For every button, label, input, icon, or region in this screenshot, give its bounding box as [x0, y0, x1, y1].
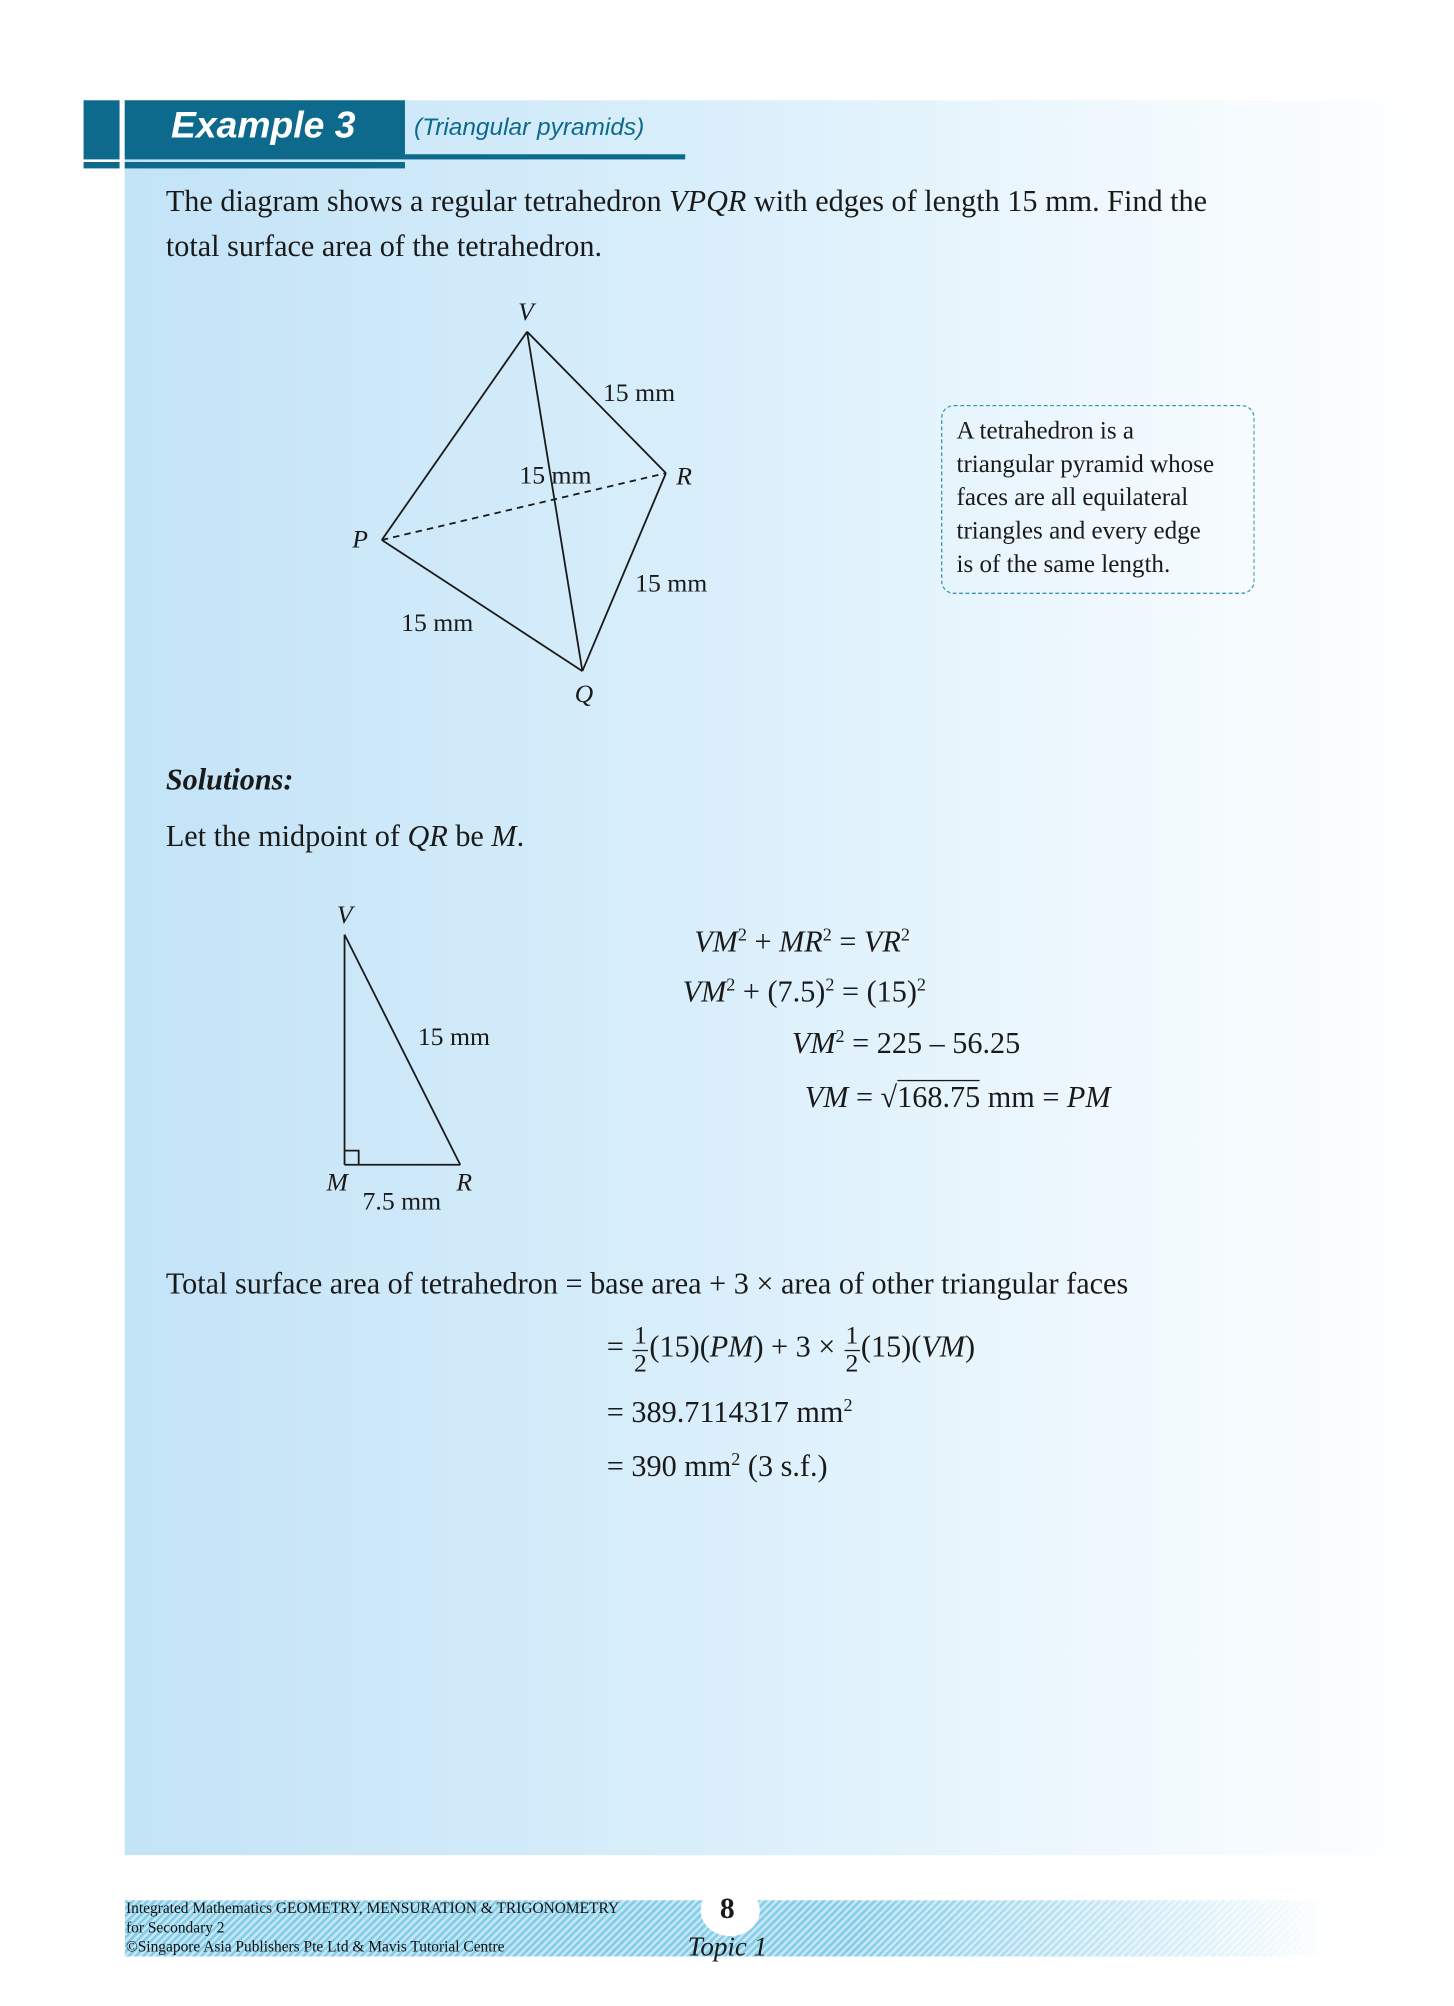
text: with edges of length 15 mm. Find the: [746, 185, 1208, 219]
question-line-2: total surface area of the tetrahedron.: [165, 230, 603, 264]
tetrahedron-name: VPQR: [669, 185, 747, 219]
note-line: A tetrahedron is a: [956, 417, 1135, 445]
example-title: Example 3: [170, 105, 356, 147]
equation-4: [804, 1081, 1111, 1115]
exp: 2: [825, 975, 835, 996]
op: + (7.5): [735, 975, 826, 1010]
info-note-box: [941, 405, 1255, 594]
edge-label: 15 mm: [519, 461, 592, 490]
topic-label: Topic 1: [687, 1930, 768, 1962]
var: VM: [921, 1330, 965, 1365]
var: MR: [779, 925, 823, 960]
equation-2: [682, 975, 926, 1010]
var: QR: [407, 820, 448, 854]
total-area-answer: [606, 1449, 828, 1484]
vertex-label-q: Q: [574, 680, 594, 709]
exp: 2: [731, 1449, 741, 1471]
equation-1: [694, 925, 910, 960]
page-number: 8: [719, 1892, 735, 1925]
right-angle-mark: [345, 1151, 359, 1165]
exp: 2: [843, 1395, 853, 1417]
var: VM: [682, 975, 727, 1010]
exp: 2: [835, 1026, 845, 1048]
op: mm =: [980, 1081, 1067, 1115]
example-subtitle: (Triangular pyramids): [413, 114, 645, 142]
note-line: is of the same length.: [956, 551, 1171, 579]
numerator: 1: [633, 1321, 647, 1350]
triangle-label-r: R: [456, 1168, 473, 1197]
note-line: faces are all equilateral: [956, 484, 1189, 512]
edge-vp: [382, 332, 527, 540]
exp: 2: [737, 925, 747, 946]
denominator: 2: [845, 1349, 859, 1378]
text: .: [516, 820, 525, 854]
text: (3 s.f.): [740, 1450, 828, 1484]
op: =: [606, 1330, 632, 1365]
text: The diagram shows a regular tetrahedron: [165, 185, 670, 219]
total-area-step-1: [607, 1319, 975, 1376]
value: = 390 mm: [606, 1450, 732, 1484]
exp: 2: [916, 975, 926, 996]
var: VM: [694, 925, 738, 960]
total-area-step-2: [606, 1395, 853, 1430]
op: +: [746, 925, 780, 960]
edge-label: 15 mm: [602, 379, 676, 408]
base-label: 7.5 mm: [362, 1187, 442, 1217]
vertex-label-p: P: [352, 525, 368, 555]
text: be: [447, 820, 492, 854]
var: M: [491, 820, 517, 854]
exp: 2: [900, 925, 910, 946]
edge-label: 15 mm: [401, 609, 474, 638]
midpoint-statement: [165, 820, 525, 854]
footer-copyright: ©Singapore Asia Publishers Pte Ltd & Mavis Tutorial Centre: [125, 1937, 505, 1956]
text: Let the midpoint of: [165, 820, 408, 854]
var: PM: [1066, 1081, 1111, 1115]
op: = (15): [834, 975, 917, 1010]
var: VM: [804, 1081, 849, 1115]
solutions-heading: Solutions:: [165, 763, 294, 798]
footer-level: for Secondary 2: [125, 1918, 225, 1937]
exp: 2: [822, 925, 832, 946]
exp: 2: [726, 975, 736, 996]
op: (15)(: [860, 1330, 922, 1365]
triangle-label-m: M: [326, 1168, 348, 1197]
edge-label: 15 mm: [635, 569, 708, 598]
value: = 389.7114317 mm: [606, 1396, 844, 1430]
vertex-label-r: R: [676, 462, 692, 492]
op: (15)(: [649, 1330, 710, 1365]
var: VR: [863, 925, 901, 960]
footer-book-title: Integrated Mathematics GEOMETRY, MENSURATION & TRIGONOMETRY: [125, 1898, 620, 1917]
op: = 225 – 56.25: [844, 1027, 1021, 1061]
edge-pq: [382, 540, 583, 671]
fraction-half: [633, 1322, 648, 1376]
vertex-label-v: V: [518, 298, 534, 327]
var: PM: [709, 1330, 754, 1365]
var: VM: [791, 1027, 836, 1061]
note-line: triangles and every edge: [956, 518, 1201, 546]
edge-vq: [527, 332, 582, 671]
equation-3: [791, 1026, 1021, 1061]
hypotenuse-label: 15 mm: [417, 1023, 490, 1052]
triangle-label-v: V: [336, 901, 353, 930]
op: =: [831, 925, 864, 960]
numerator: 1: [845, 1321, 859, 1350]
total-area-intro: Total surface area of tetrahedron = base area + 3 × area of other triangular faces: [165, 1267, 1129, 1302]
fraction-half: [844, 1322, 859, 1376]
op: ): [964, 1330, 976, 1365]
denominator: 2: [633, 1349, 647, 1378]
note-line: triangular pyramid whose: [956, 451, 1215, 479]
radicand: 168.75: [897, 1081, 981, 1115]
op: ) + 3 ×: [753, 1330, 843, 1365]
op: = √: [848, 1081, 898, 1115]
